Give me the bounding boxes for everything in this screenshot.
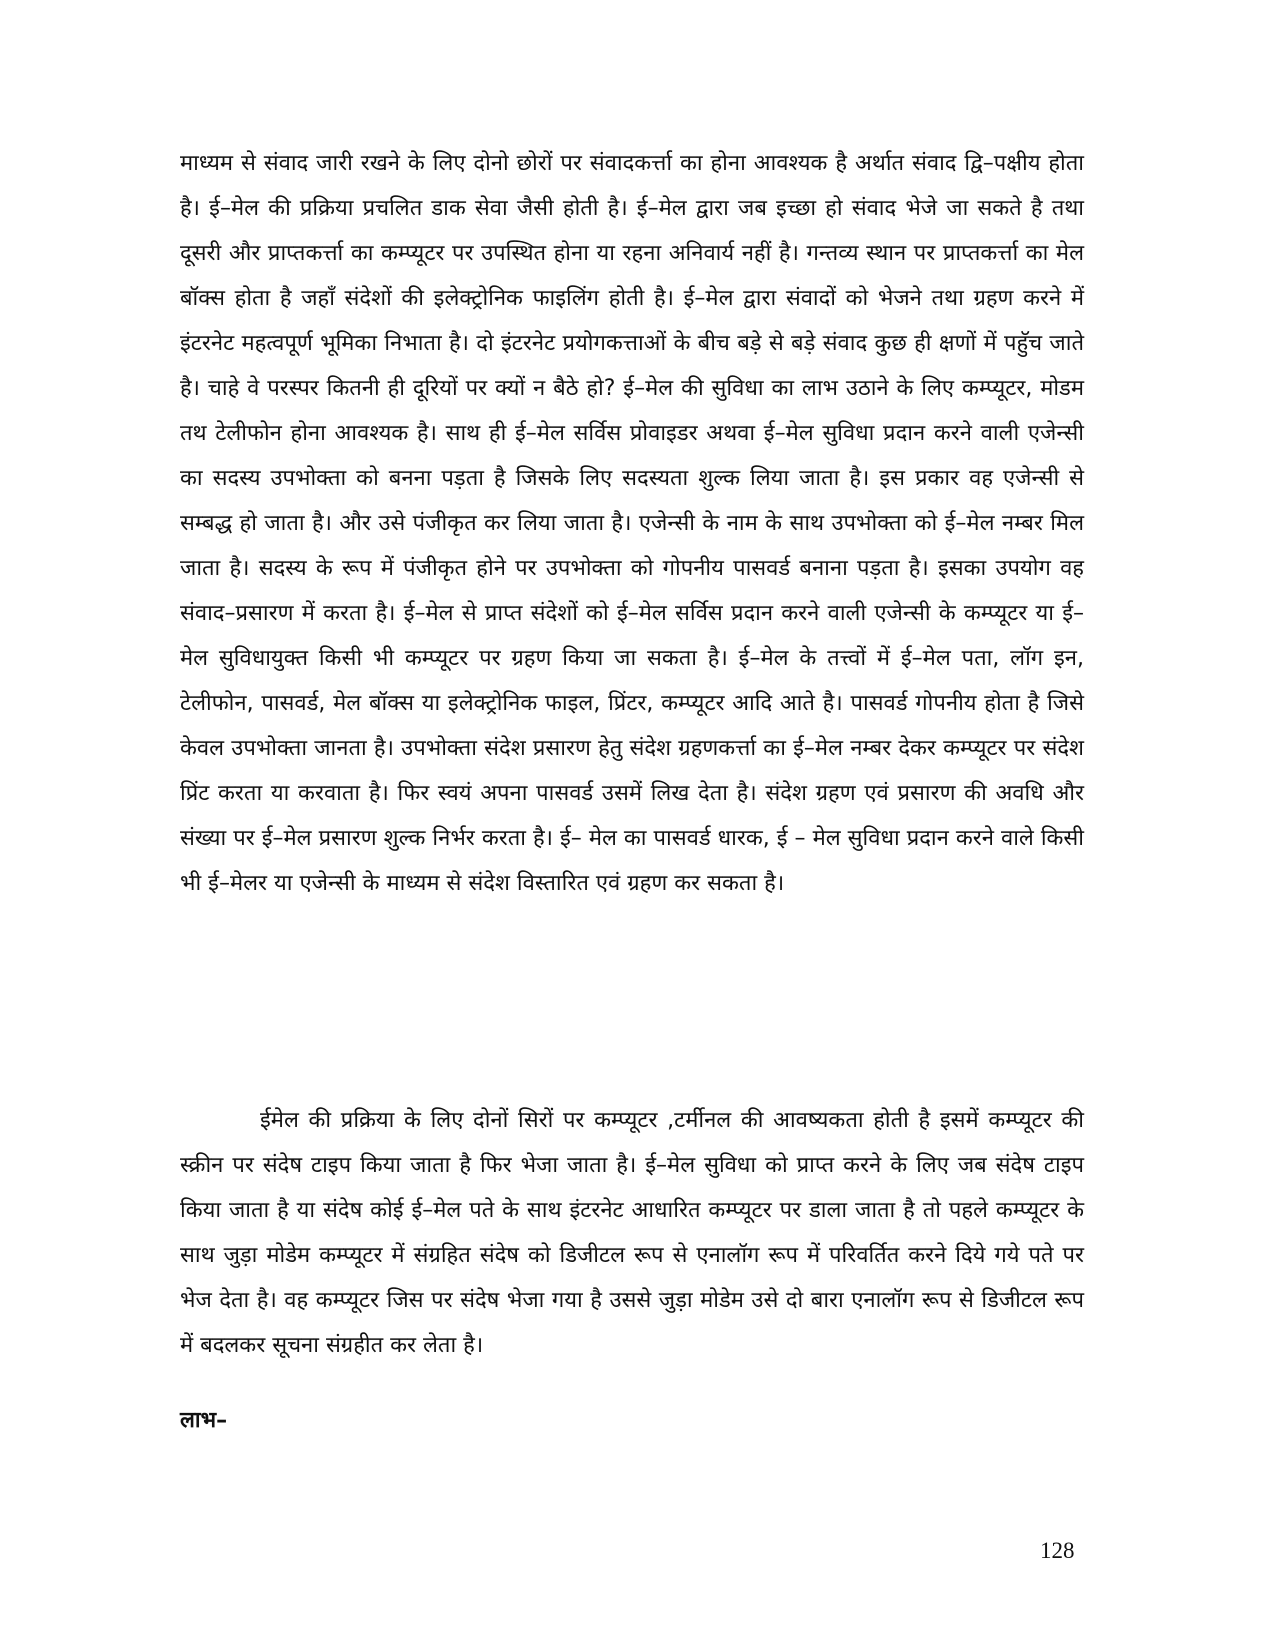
page-number: 128 [1040, 1538, 1075, 1563]
section-heading: लाभ– [180, 1408, 228, 1433]
body-paragraph-2: ईमेल की प्रक्रिया के लिए दोनों सिरों पर कम्प्यूटर ,टर्मीनल की आवष्यकता होती है इसमें कम्प्यूटर की स्क्रीन पर संदेष टाइप किया जाता है फिर भेजा जाता है। ई–मेल सुविधा को प्राप्त करने के लिए जब संदेष टाइप किया जाता है या संदेष कोई ई–मेल पते के साथ इंटरनेट आधारित कम्प्यूटर पर डाला जाता है तो पहले कम्प्यूटर के साथ जुड़ा मोडेम कम्प्यूटर में संग्रहित संदेष को डिजीटल रूप से एनालॉग रूप में परिवर्तित करने दिये गये पते पर भेज देता है। वह कम्प्यूटर जिस पर संदेष भेजा गया है उससे जुड़ा मोडेम उसे दो बारा एनालॉग रूप से डिजीटल रूप में बदलकर सूचना संग्रहीत कर लेता है। [180, 1108, 1084, 1358]
body-paragraph-1: माध्यम से संवाद जारी रखने के लिए दोनो छोरों पर संवादकर्त्ता का होना आवश्यक है अर्थात संवाद द्वि–पक्षीय होता है। ई–मेल की प्रक्रिया प्रचलित डाक सेवा जैसी होती है। ई–मेल द्वारा जब इच्छा हो संवाद भेजे जा सकते है तथा दूसरी और प्राप्तकर्त्ता का कम्प्यूटर पर उपस्थित होना या रहना अनिवार्य नहीं है। गन्तव्य स्थान पर प्राप्तकर्त्ता का मेल बॉक्स होता है जहॉं संदेशों की इलेक्ट्रोनिक फाइलिंग होती है। ई–मेल द्वारा संवादों को भेजने तथा ग्रहण करने में इंटरनेट महत्वपूर्ण भूमिका निभाता है। दो इंटरनेट प्रयोगकत्ताओं के बीच बड़े से बड़े संवाद कुछ ही क्षणों में पहुॅच जाते है। चाहे वे परस्पर कितनी ही दूरियों पर क्यों न बैठे हो? ई–मेल की सुविधा का लाभ उठाने के लिए कम्प्यूटर, मोडम तथ टेलीफोन होना आवश्यक है। साथ ही ई–मेल सर्विस प्रोवाइडर अथवा ई–मेल सुविधा प्रदान करने वाली एजेन्सी का सदस्य उपभोक्ता को बनना पड़ता है जिसके लिए सदस्यता शुल्क लिया जाता है। इस प्रकार वह एजेन्सी से सम्बद्ध हो जाता है। और उसे पंजीकृत कर लिया जाता है। एजेन्सी के नाम के साथ उपभोक्ता को ई–मेल नम्बर मिल जाता है। सदस्य के रूप में पंजीकृत होने पर उपभोक्ता को गोपनीय पासवर्ड बनाना पड़ता है। इसका उपयोग वह संवाद–प्रसारण में करता है। ई–मेल से प्राप्त संदेशों को ई–मेल सर्विस प्रदान करने वाली एजेन्सी के कम्प्यूटर या ई–मेल सुविधायुक्त किसी भी कम्प्यूटर पर ग्रहण किया जा सकता है। ई–मेल के तत्त्वों में ई–मेल पता, लॉग इन, टेलीफोन, पासवर्ड, मेल बॉक्स या इलेक्ट्रोनिक फाइल, प्रिंटर, कम्प्यूटर आदि आते है। पासवर्ड गोपनीय होता है जिसे केवल उपभोक्ता जानता है। उपभोक्ता संदेश प्रसारण हेतु संदेश ग्रहणकर्त्ता का ई–मेल नम्बर देकर कम्प्यूटर पर संदेश प्रिंट करता या करवाता है। फिर स्वयं अपना पासवर्ड उसमें लिख देता है। संदेश ग्रहण एवं प्रसारण की अवधि और संख्या पर ई–मेल प्रसारण शुल्क निर्भर करता है। ई– मेल का पासवर्ड धारक, ई – मेल सुविधा प्रदान करने वाले किसी भी ई–मेलर या एजेन्सी के माध्यम से संदेश विस्तारित एवं ग्रहण कर सकता है। [180, 151, 1084, 896]
